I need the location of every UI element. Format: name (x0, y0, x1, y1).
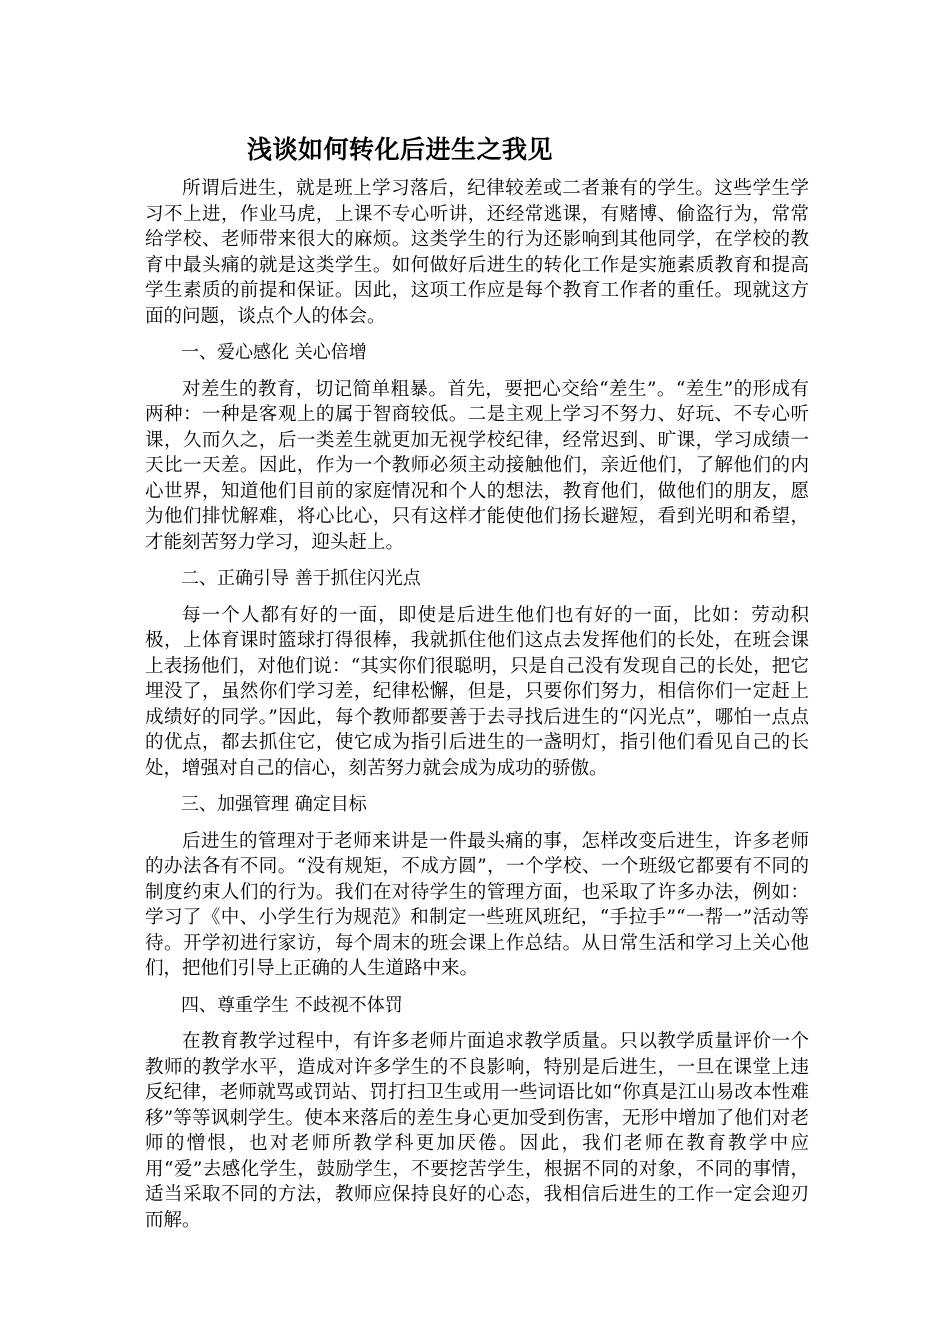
section-heading-1: 一、爱心感化 关心倍增 (181, 342, 367, 363)
document-body (145, 176, 809, 1233)
section-paragraph-3: 后进生的管理对于老师来讲是一件最头痛的事，怎样改变后进生，许多老师的办法各有不同。“没有规矩，不成方圆”，一个学校、一个班级它都要有不同的制度约束人们的行为。我们在对待学生的管理方面，也采取了许多办法，例如：学习了《中、小学生行为规范》和制定一些班风班纪，“手拉手”“一帮一”活动等待。开学初进行家访，每个周末的班会课上作总结。从日常生活和学习上关心他们，把他们引导上正确的人生道路中来。 (145, 830, 809, 979)
section-paragraph-1: 对差生的教育，切记简单粗暴。首先，要把心交给“差生”。“差生”的形成有两种：一种是客观上的属于智商较低。二是主观上学习不努力、好玩、不专心听课，久而久之，后一类差生就更加无视学校纪律，经常迟到、旷课，学习成绩一天比一天差。因此，作为一个教师必须主动接触他们，亲近他们，了解他们的内心世界，知道他们目前的家庭情况和个人的想法，教育他们，做他们的朋友，愿为他们排忧解难，将心比心，只有这样才能使他们扬长避短，看到光明和希望，才能刻苦努力学习，迎头赶上。 (145, 378, 809, 553)
section-heading-4: 四、尊重学生 不歧视不体罚 (181, 994, 403, 1016)
section-paragraph-4: 在教育教学过程中，有许多老师片面追求教学质量。只以教学质量评价一个教师的教学水平，造成对许多学生的不良影响，特别是后进生，一旦在课堂上违反纪律，老师就骂或罚站、罚打扫卫生或用一些词语比如“你真是江山易改本性难移”等等讽刺学生。使本来落后的差生身心更加受到伤害，无形中增加了他们对老师的憎恨，也对老师所教学科更加厌倦。因此，我们老师在教育教学中应用“爱”去感化学生，鼓励学生，不要挖苦学生，根据不同的对象，不同的事情，适当采取不同的方法，教师应保持良好的心态，我相信后进生的工作一定会迎刃而解。 (145, 1031, 809, 1231)
section-paragraph-2: 每一个人都有好的一面，即使是后进生他们也有好的一面，比如：劳动积极，上体育课时篮球打得很棒，我就抓住他们这点去发挥他们的长处，在班会课上表扬他们，对他们说：“其实你们很聪明，只是自己没有发现自己的长处，把它埋没了，虽然你们学习差，纪律松懈，但是，只要你们努力，相信你们一定赶上成绩好的同学。”因此，每个教师都要善于去寻找后进生的“闪光点”，哪怕一点点的优点，都去抓住它，使它成为指引后进生的一盏明灯，指引他们看见自己的长处，增强对自己的信心，刻苦努力就会成为成功的骄傲。 (145, 604, 809, 779)
section-heading-2: 二、正确引导 善于抓住闪光点 (181, 568, 421, 589)
intro-paragraph: 所谓后进生，就是班上学习落后，纪律较差或二者兼有的学生。这些学生学习不上进，作业马虎，上课不专心听讲，还经常逃课，有赌博、偷盗行为，常常给学校、老师带来很大的麻烦。这类学生的行为还影响到其他同学，在学校的教育中最头痛的就是这类学生。如何做好后进生的转化工作是实施素质教育和提高学生素质的前提和保证。因此，这项工作应是每个教育工作者的重任。现就这方面的问题，谈点个人的体会。 (145, 178, 809, 327)
section-heading-3: 三、加强管理 确定目标 (181, 794, 367, 815)
document-title: 浅谈如何转化后进生之我见 (247, 135, 554, 164)
